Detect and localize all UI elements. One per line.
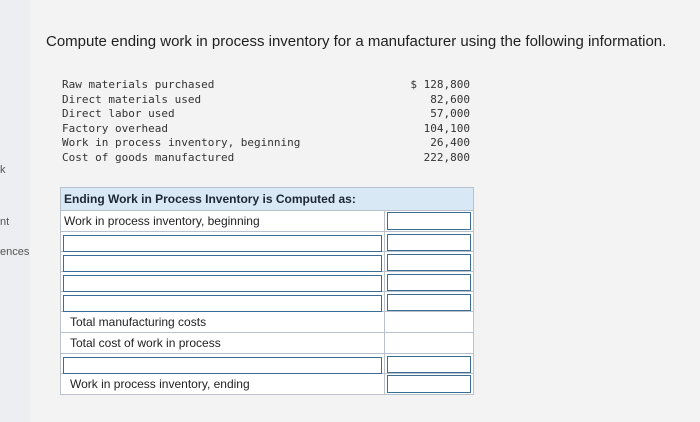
amount-cell[interactable] (385, 292, 473, 311)
info-label: Direct materials used (62, 92, 202, 106)
table-row (61, 373, 473, 394)
row-label-total-mfg: Total manufacturing costs (61, 312, 385, 332)
info-row (62, 93, 470, 108)
label-cell[interactable] (61, 292, 385, 311)
table-row (61, 291, 473, 311)
info-label: Cost of goods manufactured (62, 150, 235, 164)
table-row (61, 311, 473, 332)
row-label-ending: Work in process inventory, ending (61, 374, 385, 394)
table-row (61, 353, 473, 373)
amount-cell[interactable] (385, 211, 473, 231)
info-value: 222,800 (423, 150, 470, 164)
amount-cell[interactable] (385, 272, 473, 291)
info-label: Work in process inventory, beginning (62, 136, 301, 149)
amount-cell[interactable] (385, 374, 473, 394)
label-cell[interactable] (61, 232, 385, 251)
sidebar-strip (0, 0, 30, 422)
amount-input[interactable] (387, 234, 471, 251)
info-value: 104,100 (423, 121, 470, 135)
label-input[interactable] (63, 255, 382, 272)
amount-cell (385, 333, 473, 353)
table-row (61, 271, 473, 291)
sidebar-fragment[interactable]: ences (0, 246, 30, 258)
amount-input[interactable] (387, 254, 471, 271)
table-row (61, 332, 473, 353)
amount-input[interactable] (387, 356, 471, 373)
given-info (62, 78, 470, 165)
label-input[interactable] (63, 357, 382, 374)
info-label: Raw materials purchased (62, 78, 215, 91)
info-label: Factory overhead (62, 121, 168, 135)
worksheet-title: Ending Work in Process Inventory is Computed as: (61, 188, 473, 210)
sidebar-fragment[interactable]: k (0, 164, 6, 176)
label-input[interactable] (63, 295, 382, 312)
sidebar-fragment[interactable]: nt (0, 216, 10, 228)
table-row (61, 251, 473, 271)
info-value: 57,000 (430, 107, 470, 120)
amount-input[interactable] (387, 212, 471, 230)
row-label-beginning: Work in process inventory, beginning (61, 211, 385, 231)
table-row (61, 231, 473, 251)
info-label: Direct labor used (62, 107, 175, 120)
table-row (61, 210, 473, 231)
worksheet-table (60, 187, 474, 395)
amount-input[interactable] (387, 375, 471, 393)
amount-cell[interactable] (385, 252, 473, 271)
row-label-total-wip: Total cost of work in process (61, 333, 385, 353)
info-value: $ 128,800 (410, 78, 470, 91)
info-row (62, 78, 470, 93)
label-cell[interactable] (61, 272, 385, 291)
info-value: 26,400 (430, 136, 470, 149)
info-value: 82,600 (430, 92, 470, 106)
amount-cell (385, 312, 473, 332)
question-heading: Compute ending work in process inventory for a manufacturer using the following information. (46, 33, 667, 50)
label-cell[interactable] (61, 252, 385, 271)
amount-input[interactable] (387, 294, 471, 311)
label-input[interactable] (63, 275, 382, 292)
info-row (62, 136, 470, 151)
label-cell[interactable] (61, 354, 385, 373)
amount-cell[interactable] (385, 232, 473, 251)
info-row (62, 107, 470, 122)
amount-cell[interactable] (385, 354, 473, 373)
amount-input[interactable] (387, 274, 471, 291)
info-row (62, 122, 470, 137)
label-input[interactable] (63, 235, 382, 252)
info-row (62, 151, 470, 166)
